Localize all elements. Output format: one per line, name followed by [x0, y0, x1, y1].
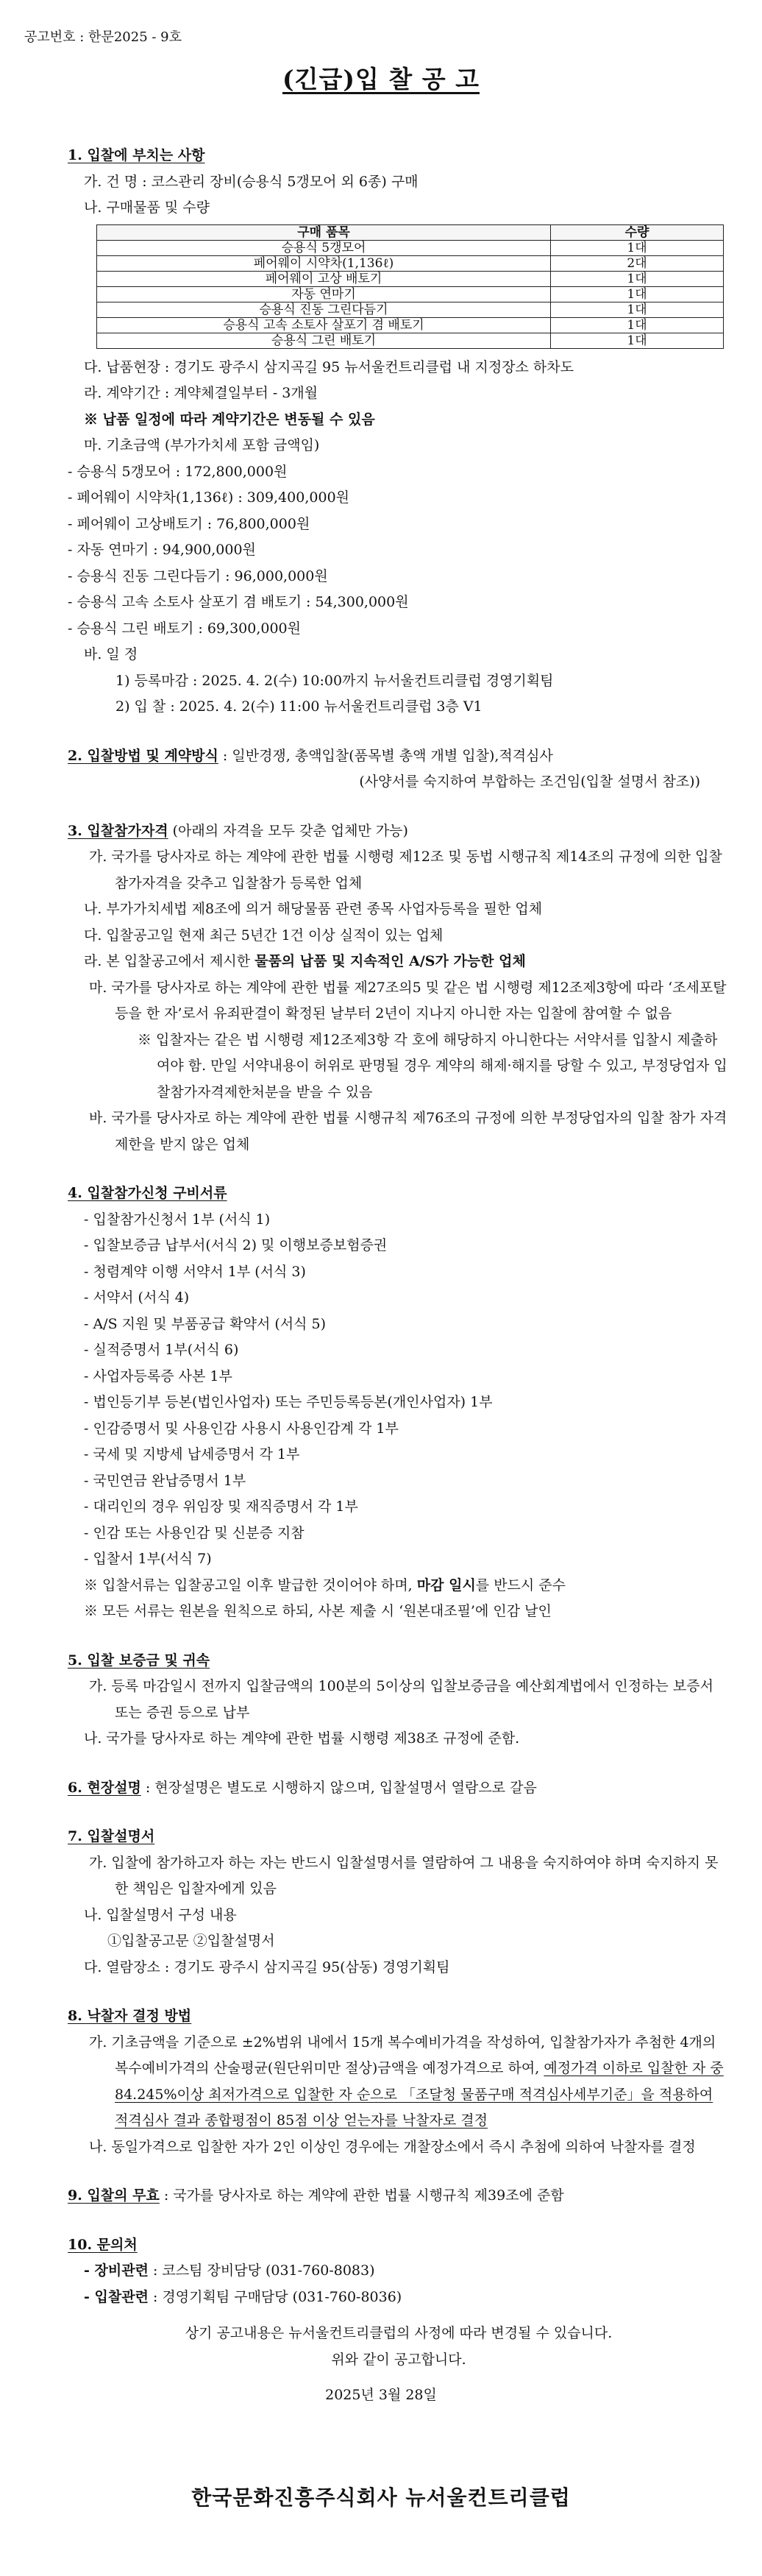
- section-8-heading: 8. 낙찰자 결정 방법: [68, 2008, 192, 2024]
- s4-doc-2: - 청렴계약 이행 서약서 1부 (서식 3): [84, 1263, 306, 1280]
- table-cell-item: 승용식 그린 배토기: [97, 333, 551, 348]
- table-row: [97, 333, 724, 348]
- s1-item-e: 마. 기초금액 (부가가치세 포함 금액임): [84, 437, 320, 453]
- s3-item-c: 다. 입찰공고일 현재 최근 5년간 1건 이상 실적이 있는 업체: [84, 927, 444, 944]
- s4-doc-8: - 인감증명서 및 사용인감 사용시 사용인감계 각 1부: [84, 1420, 399, 1437]
- s1-schedule-1: 1) 등록마감 : 2025. 4. 2(수) 10:00까지 뉴서울컨트리클럽 경영기획팀: [115, 672, 554, 689]
- section-3-heading: 3. 입찰참가자격: [68, 822, 168, 839]
- s7-item-a: 가. 입찰에 참가하고자 하는 자는 반드시 입찰설명서를 열람하여 그 내용을 숙지하여야 하며 숙지하지 못한 책임은 입찰자에게 있음: [89, 1854, 719, 1897]
- s8-item-a: 가. 기초금액을 기준으로 ±2%범위 내에서 15개 복수예비가격을 작성하여, 입찰참가자가 추첨한 4개의 복수예비가격의 산술평균(원단위미만 절상)금액을 예정가격으로 하여, 예정가격 이하로 입찰한 자 중 84.245%이상 최저가격으로 입찰한 자 순으로 「조달청 물품구매 적격심사세부기준」을 적용하여 적격심사 결과 종합평점이 85점 이상 얻는자를 낙찰자로 결정: [89, 2034, 724, 2129]
- table-cell-item: 자동 연마기: [97, 286, 551, 302]
- s4-doc-11: - 대리인의 경우 위임장 및 재직증명서 각 1부: [84, 1498, 358, 1515]
- s4-note-1: ※ 입찰서류는 입찰공고일 이후 발급한 것이어야 하며, 마감 일시를 반드시 준수: [84, 1577, 566, 1593]
- section-9: [68, 2183, 730, 2209]
- s5-item-b: 나. 국가를 당사자로 하는 계약에 관한 법률 시행령 제38조 규정에 준함.: [84, 1730, 520, 1747]
- table-cell-qty: 1대: [551, 333, 724, 348]
- s7-item-c: 다. 열람장소 : 경기도 광주시 삼지곡길 95(삼동) 경영기획팀: [84, 1958, 450, 1975]
- s4-doc-5: - 실적증명서 1부(서식 6): [84, 1342, 239, 1358]
- page-title: (긴급)입 찰 공 고: [282, 65, 480, 93]
- table-cell-item: 승용식 진동 그린다듬기: [97, 302, 551, 317]
- s4-doc-10: - 국민연금 완납증명서 1부: [84, 1472, 246, 1489]
- contact-bidding: - 입찰관련 : 경영기획팀 구매담당 (031-760-8036): [84, 2288, 402, 2305]
- table-cell-item: 승용식 5갱모어: [97, 240, 551, 255]
- section-7-heading: 7. 입찰설명서: [68, 1828, 155, 1844]
- s3-heading-rest: (아래의 자격을 모두 갖춘 업체만 가능): [168, 822, 408, 839]
- s3-item-e-note: ※ 입찰자는 같은 법 시행령 제12조제3항 각 호에 해당하지 아니한다는 서약서를 입찰시 제출하여야 함. 만일 서약내용이 허위로 판명될 경우 계약의 해제·해지를 당할 수 있고, 부정당업자 입찰참가자격제한처분을 받을 수 있음: [138, 1031, 727, 1100]
- table-header-row: [97, 224, 724, 240]
- table-cell-item: 페어웨이 시약차(1,136ℓ): [97, 255, 551, 271]
- section-4-heading: 4. 입찰참가신청 구비서류: [68, 1185, 227, 1201]
- s1-price-4: - 승용식 진동 그린다듬기 : 96,000,000원: [68, 567, 328, 584]
- table-header-qty: 수량: [551, 224, 724, 240]
- s1-price-2: - 페어웨이 고상배토기 : 76,800,000원: [68, 515, 310, 532]
- table-cell-item: 페어웨이 고상 배토기: [97, 271, 551, 286]
- section-3: [68, 818, 730, 845]
- s3-item-e: 마. 국가를 당사자로 하는 계약에 관한 법률 제27조의5 및 같은 법 시행령 제12조제3항에 따라 ‘조세포탈 등을 한 자’로서 유죄판결이 확정된 날부터 2년이 지나지 아니한 자는 입찰에 참여할 수 없음: [89, 979, 727, 1022]
- table-header-item: 구매 품목: [97, 224, 551, 240]
- s7-item-b-list: ①입찰공고문 ②입찰설명서: [107, 1933, 275, 1949]
- s4-doc-6: - 사업자등록증 사본 1부: [84, 1367, 232, 1384]
- notice-number: 공고번호 : 한문2025 - 9호: [24, 29, 182, 45]
- contact-equipment: - 장비관련 : 코스팀 장비담당 (031-760-8083): [84, 2262, 375, 2279]
- table-row: [97, 240, 724, 255]
- s4-doc-9: - 국세 및 지방세 납세증명서 각 1부: [84, 1446, 300, 1462]
- closing-notice-1: 상기 공고내용은 뉴서울컨트리클럽의 사정에 따라 변경될 수 있습니다.: [185, 2325, 613, 2341]
- s1-price-1: - 페어웨이 시약차(1,136ℓ) : 309,400,000원: [68, 489, 350, 506]
- table-cell-qty: 1대: [551, 317, 724, 333]
- section-6: [68, 1775, 730, 1802]
- s4-doc-4: - A/S 지원 및 부품공급 확약서 (서식 5): [84, 1315, 326, 1332]
- section-1-heading: 1. 입찰에 부치는 사항: [68, 147, 205, 163]
- table-cell-qty: 1대: [551, 286, 724, 302]
- s1-item-a: 가. 건 명 : 코스관리 장비(승용식 5갱모어 외 6종) 구매: [84, 173, 419, 190]
- purchase-items-table: [96, 224, 724, 349]
- table-row: [97, 286, 724, 302]
- notice-body: [68, 143, 730, 2373]
- table-cell-qty: 1대: [551, 240, 724, 255]
- s4-note-2: ※ 모든 서류는 원본을 원칙으로 하되, 사본 제출 시 ‘원본대조필’에 인감 날인: [84, 1603, 552, 1619]
- s7-item-b: 나. 입찰설명서 구성 내용: [84, 1906, 237, 1923]
- table-cell-item: 승용식 고속 소토사 살포기 겸 배토기: [97, 317, 551, 333]
- s4-doc-3: - 서약서 (서식 4): [84, 1289, 190, 1306]
- organization-name: 한국문화진흥주식회사 뉴서울컨트리클럽: [191, 2485, 571, 2510]
- s4-doc-7: - 법인등기부 등본(법인사업자) 또는 주민등록등본(개인사업자) 1부: [84, 1394, 493, 1410]
- notice-date: 2025년 3월 28일: [325, 2387, 437, 2403]
- s1-schedule-2: 2) 입 찰 : 2025. 4. 2(수) 11:00 뉴서울컨트리클럽 3층 V1: [115, 698, 483, 715]
- s4-doc-1: - 입찰보증금 납부서(서식 2) 및 이행보증보험증권: [84, 1237, 388, 1253]
- s3-item-a: 가. 국가를 당사자로 하는 계약에 관한 법률 시행령 제12조 및 동법 시행규칙 제14조의 규정에 의한 입찰참가자격을 갖추고 입찰참가 등록한 업체: [89, 849, 722, 891]
- section-2-heading: 2. 입찰방법 및 계약방식: [68, 747, 218, 764]
- s1-contract-note: ※ 납품 일정에 따라 계약기간은 변동될 수 있음: [84, 411, 375, 428]
- table-row: [97, 255, 724, 271]
- table-cell-qty: 1대: [551, 302, 724, 317]
- s8-item-b: 나. 동일가격으로 입찰한 자가 2인 이상인 경우에는 개찰장소에서 즉시 추첨에 의하여 낙찰자를 결정: [89, 2138, 696, 2155]
- s4-doc-12: - 인감 또는 사용인감 및 신분증 지참: [84, 1524, 305, 1541]
- section-9-heading: 9. 입찰의 무효: [68, 2187, 160, 2204]
- section-5-heading: 5. 입찰 보증금 및 귀속: [68, 1652, 210, 1669]
- s4-doc-0: - 입찰참가신청서 1부 (서식 1): [84, 1211, 271, 1228]
- s3-item-d: 라. 본 입찰공고에서 제시한 물품의 납품 및 지속적인 A/S가 가능한 업체: [84, 953, 526, 969]
- s1-item-d: 라. 계약기간 : 계약체결일부터 - 3개월: [84, 385, 318, 401]
- table-row: [97, 302, 724, 317]
- s9-text: : 국가를 당사자로 하는 계약에 관한 법률 시행규칙 제39조에 준함: [159, 2187, 564, 2204]
- table-row: [97, 317, 724, 333]
- section-6-heading: 6. 현장설명: [68, 1779, 141, 1796]
- s1-price-6: - 승용식 그린 배토기 : 69,300,000원: [68, 620, 301, 637]
- closing-notice-2: 위와 같이 공고합니다.: [331, 2351, 466, 2368]
- table-cell-qty: 2대: [551, 255, 724, 271]
- section-2: [68, 743, 730, 770]
- s1-item-b: 나. 구매물품 및 수량: [84, 199, 210, 216]
- s1-price-5: - 승용식 고속 소토사 살포기 겸 배토기 : 54,300,000원: [68, 594, 409, 610]
- table-row: [97, 271, 724, 286]
- s3-item-b: 나. 부가가치세법 제8조에 의거 해당물품 관련 종목 사업자등록을 필한 업체: [84, 901, 543, 917]
- table-cell-qty: 1대: [551, 271, 724, 286]
- s3-item-f: 바. 국가를 당사자로 하는 계약에 관한 법률 시행규칙 제76조의 규정에 의한 부정당업자의 입찰 참가 자격제한을 받지 않은 업체: [89, 1110, 727, 1153]
- s1-price-0: - 승용식 5갱모어 : 172,800,000원: [68, 463, 288, 480]
- s1-price-3: - 자동 연마기 : 94,900,000원: [68, 542, 256, 558]
- section-10-heading: 10. 문의처: [68, 2236, 138, 2253]
- s6-text: : 현장설명은 별도로 시행하지 않으며, 입찰설명서 열람으로 갈음: [140, 1779, 537, 1796]
- s2-line2: (사양서를 숙지하여 부합하는 조건임(입찰 설명서 참조)): [359, 774, 700, 790]
- s2-text: : 일반경쟁, 총액입찰(품목별 총액 개별 입찰),적격심사: [218, 747, 553, 764]
- s4-doc-13: - 입찰서 1부(서식 7): [84, 1551, 212, 1567]
- s1-item-f: 바. 일 정: [84, 646, 138, 662]
- s5-item-a: 가. 등록 마감일시 전까지 입찰금액의 100분의 5이상의 입찰보증금을 예산회계법에서 인정하는 보증서 또는 증권 등으로 납부: [89, 1678, 713, 1721]
- s1-item-c: 다. 납품현장 : 경기도 광주시 삼지곡길 95 뉴서울컨트리클럽 내 지정장소 하차도: [84, 358, 574, 375]
